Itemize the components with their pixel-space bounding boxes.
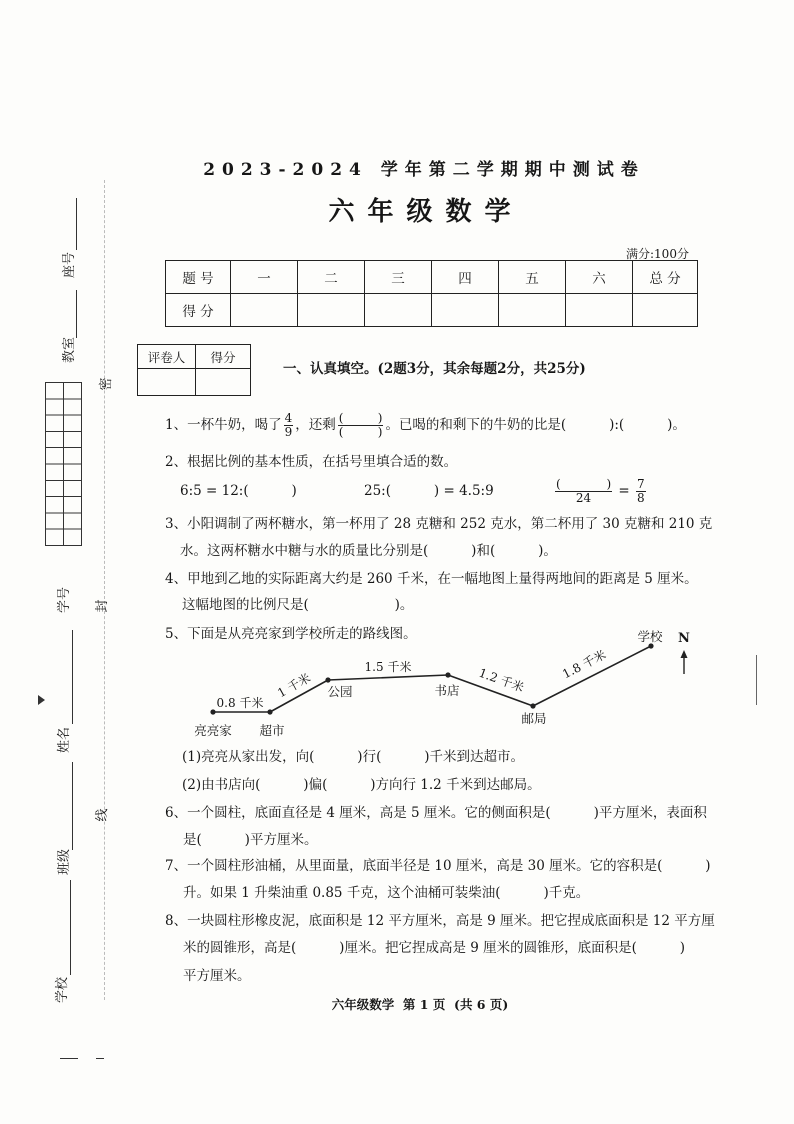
q2-item-c-equals: = [614, 483, 635, 499]
score-cell [566, 294, 633, 327]
question-8-line-2 [183, 938, 685, 958]
q1-lead: 1、一杯牛奶，喝了 [165, 417, 282, 433]
grader-cell [138, 369, 196, 396]
q2-item-b-text: 25:( ) = 4.5:9 [364, 483, 494, 499]
score-cell [499, 294, 566, 327]
score-cell [633, 294, 698, 327]
column-3: 三 [365, 261, 432, 294]
grader-label: 评卷人 [138, 345, 196, 369]
distance-park-bookstore: 1.5 千米 [364, 660, 412, 674]
q8-line-3: 平方厘米。 [183, 968, 251, 984]
q2-item-c-numerator-blank: ( ) [556, 476, 612, 491]
score-cell [432, 294, 499, 327]
student-number-label: 学号 [57, 587, 72, 614]
score-label: 得 分 [166, 294, 231, 327]
question-2 [165, 452, 457, 472]
question-7-line-2 [183, 883, 589, 903]
q6-line-2: 是( )平方厘米。 [183, 832, 318, 848]
q2-item-c [553, 476, 648, 505]
grader-score-label: 得分 [196, 345, 251, 369]
q8-line-2: 米的圆锥形，高是( )厘米。把它捏成高是 9 厘米的圆锥形，底面积是( ) [183, 940, 686, 956]
place-school: 学校 [637, 629, 663, 644]
q5-part-1 [182, 747, 524, 767]
q1-drunk-numerator: 4 [284, 410, 293, 425]
page-footer: 六年级数学 第 1 页 (共 6 页) [331, 997, 509, 1012]
bottom-margin-mark [96, 1058, 104, 1059]
q5-part-2-text: (2)由书店向( )偏( )方向行 1.2 千米到达邮局。 [182, 777, 541, 793]
grader-box-header [138, 345, 251, 369]
score-table-score-row [166, 294, 698, 327]
item-number-label: 题 号 [166, 261, 231, 294]
place-post-office: 邮局 [521, 711, 547, 726]
q1-remain-fraction-blank [338, 412, 384, 439]
q1-tail: 。已喝的和剩下的牛奶的比是( ):( )。 [385, 417, 686, 433]
place-supermarket: 超市 [259, 723, 285, 738]
q6-line-1: 6、一个圆柱，底面直径是 4 厘米，高是 5 厘米。它的侧面积是( )平方厘米，表面积 [165, 805, 707, 821]
margin-triangle-mark [38, 695, 45, 705]
question-3-line-2 [180, 541, 557, 561]
score-cell [231, 294, 298, 327]
q1-drunk-denominator: 9 [284, 424, 293, 439]
class-write-line [72, 762, 73, 850]
seat-write-line [76, 198, 77, 250]
seal-mark-feng: 封 [95, 599, 110, 613]
name-label: 姓名 [57, 727, 72, 754]
class-label: 班级 [57, 849, 72, 876]
column-total: 总 分 [633, 261, 698, 294]
full-score: 满分:100分 [626, 247, 689, 261]
grader-box-blank-row [138, 369, 251, 396]
section-1-heading: 一、认真填空。(2题3分，其余每题2分，共25分) [283, 361, 586, 377]
question-8-line-3 [183, 966, 251, 986]
score-cell [298, 294, 365, 327]
q1-drunk-fraction [284, 412, 294, 439]
score-table [165, 260, 698, 327]
room-write-line [76, 290, 77, 338]
room-label: 教室 [62, 337, 77, 364]
question-6-line-2 [183, 830, 317, 850]
student-number-grid [45, 382, 82, 546]
question-1 [165, 410, 686, 439]
q3-line-1: 3、小阳调制了两杯糖水，第一杯用了 28 克糖和 252 克水，第二杯用了 30 克糖和 210 克 [165, 516, 713, 532]
q1-mid: ，还剩 [295, 417, 336, 433]
q2-item-b [364, 481, 494, 501]
q1-remain-denominator-blank: ( ) [338, 424, 383, 439]
q5-part-2 [182, 775, 541, 795]
distance-bookstore-post-office: 1.2 千米 [476, 665, 526, 695]
name-write-line [72, 630, 73, 724]
q2-stem: 2、根据比例的基本性质，在括号里填合适的数。 [165, 454, 458, 470]
grader-box [137, 344, 251, 396]
seal-dashed-line [104, 180, 105, 1000]
q7-line-1: 7、一个圆柱形油桶，从里面量，底面半径是 10 厘米，高是 30 厘米。它的容积是( ) [165, 858, 711, 874]
q2-item-a-text: 6:5 = 12:( ) [180, 483, 297, 499]
place-park: 公园 [327, 684, 353, 699]
q4-line-2: 这幅地图的比例尺是( )。 [182, 597, 414, 613]
scan-edge-line [756, 655, 757, 705]
exam-title: 2023-2024 学年第二学期期中测试卷 [203, 160, 645, 180]
q2-item-a [180, 481, 297, 501]
column-1: 一 [231, 261, 298, 294]
route-point-supermarket [267, 709, 272, 714]
question-8-line-1 [165, 911, 715, 931]
q1-remain-numerator-blank: ( ) [338, 410, 383, 425]
route-point-school [648, 643, 653, 648]
seal-mark-xian: 线 [95, 808, 110, 822]
question-3-line-1 [165, 514, 712, 534]
school-label: 学校 [55, 977, 70, 1004]
question-4-line-1 [165, 569, 698, 589]
q5-stem: 5、下面是从亮亮家到学校所走的路线图。 [165, 626, 417, 642]
q2-item-c-rhs-fraction [636, 478, 646, 505]
seal-mark-mi: 密 [99, 377, 114, 391]
distance-supermarket-park: 1 千米 [275, 670, 313, 701]
bottom-margin-mark [60, 1058, 78, 1059]
column-2: 二 [298, 261, 365, 294]
route-point-home [210, 709, 215, 714]
route-point-post-office [530, 703, 535, 708]
column-4: 四 [432, 261, 499, 294]
route-point-bookstore [445, 672, 450, 677]
seat-label: 座号 [62, 252, 77, 279]
exam-subject: 六年级数学 [328, 197, 524, 227]
question-7-line-1 [165, 856, 711, 876]
q7-line-2: 升。如果 1 升柴油重 0.85 千克，这个油桶可装柴油( )千克。 [183, 885, 590, 901]
q4-line-1: 4、甲地到乙地的实际距离大约是 260 千米，在一幅地图上量得两地间的距离是 5 厘米。 [165, 571, 698, 587]
north-arrow-icon [681, 650, 688, 658]
north-label: N [678, 631, 690, 646]
q5-part-1-text: (1)亮亮从家出发，向( )行( )千米到达超市。 [182, 749, 525, 765]
distance-home-supermarket: 0.8 千米 [216, 696, 264, 710]
q3-line-2: 水。这两杯糖水中糖与水的质量比分别是( )和( )。 [180, 543, 557, 559]
question-6-line-1 [165, 803, 707, 823]
route-point-park [325, 677, 330, 682]
score-table-header-row [166, 261, 698, 294]
place-home: 亮亮家 [194, 723, 232, 738]
q8-line-1: 8、一块圆柱形橡皮泥，底面积是 12 平方厘米，高是 9 厘米。把它捏成底面积是 12 平方厘 [165, 913, 715, 929]
q2-item-c-rhs-denominator: 8 [637, 490, 645, 505]
column-6: 六 [566, 261, 633, 294]
score-cell [365, 294, 432, 327]
q2-item-c-fraction [555, 478, 612, 505]
grader-score-cell [196, 369, 251, 396]
place-bookstore: 书店 [434, 683, 460, 698]
q2-item-c-denominator: 24 [575, 490, 592, 505]
route-map [180, 625, 710, 740]
distance-post-office-school: 1.8 千米 [560, 647, 609, 682]
q2-item-c-rhs-numerator: 7 [637, 476, 645, 491]
column-5: 五 [499, 261, 566, 294]
question-4-line-2 [182, 595, 413, 615]
school-write-line [70, 880, 71, 975]
